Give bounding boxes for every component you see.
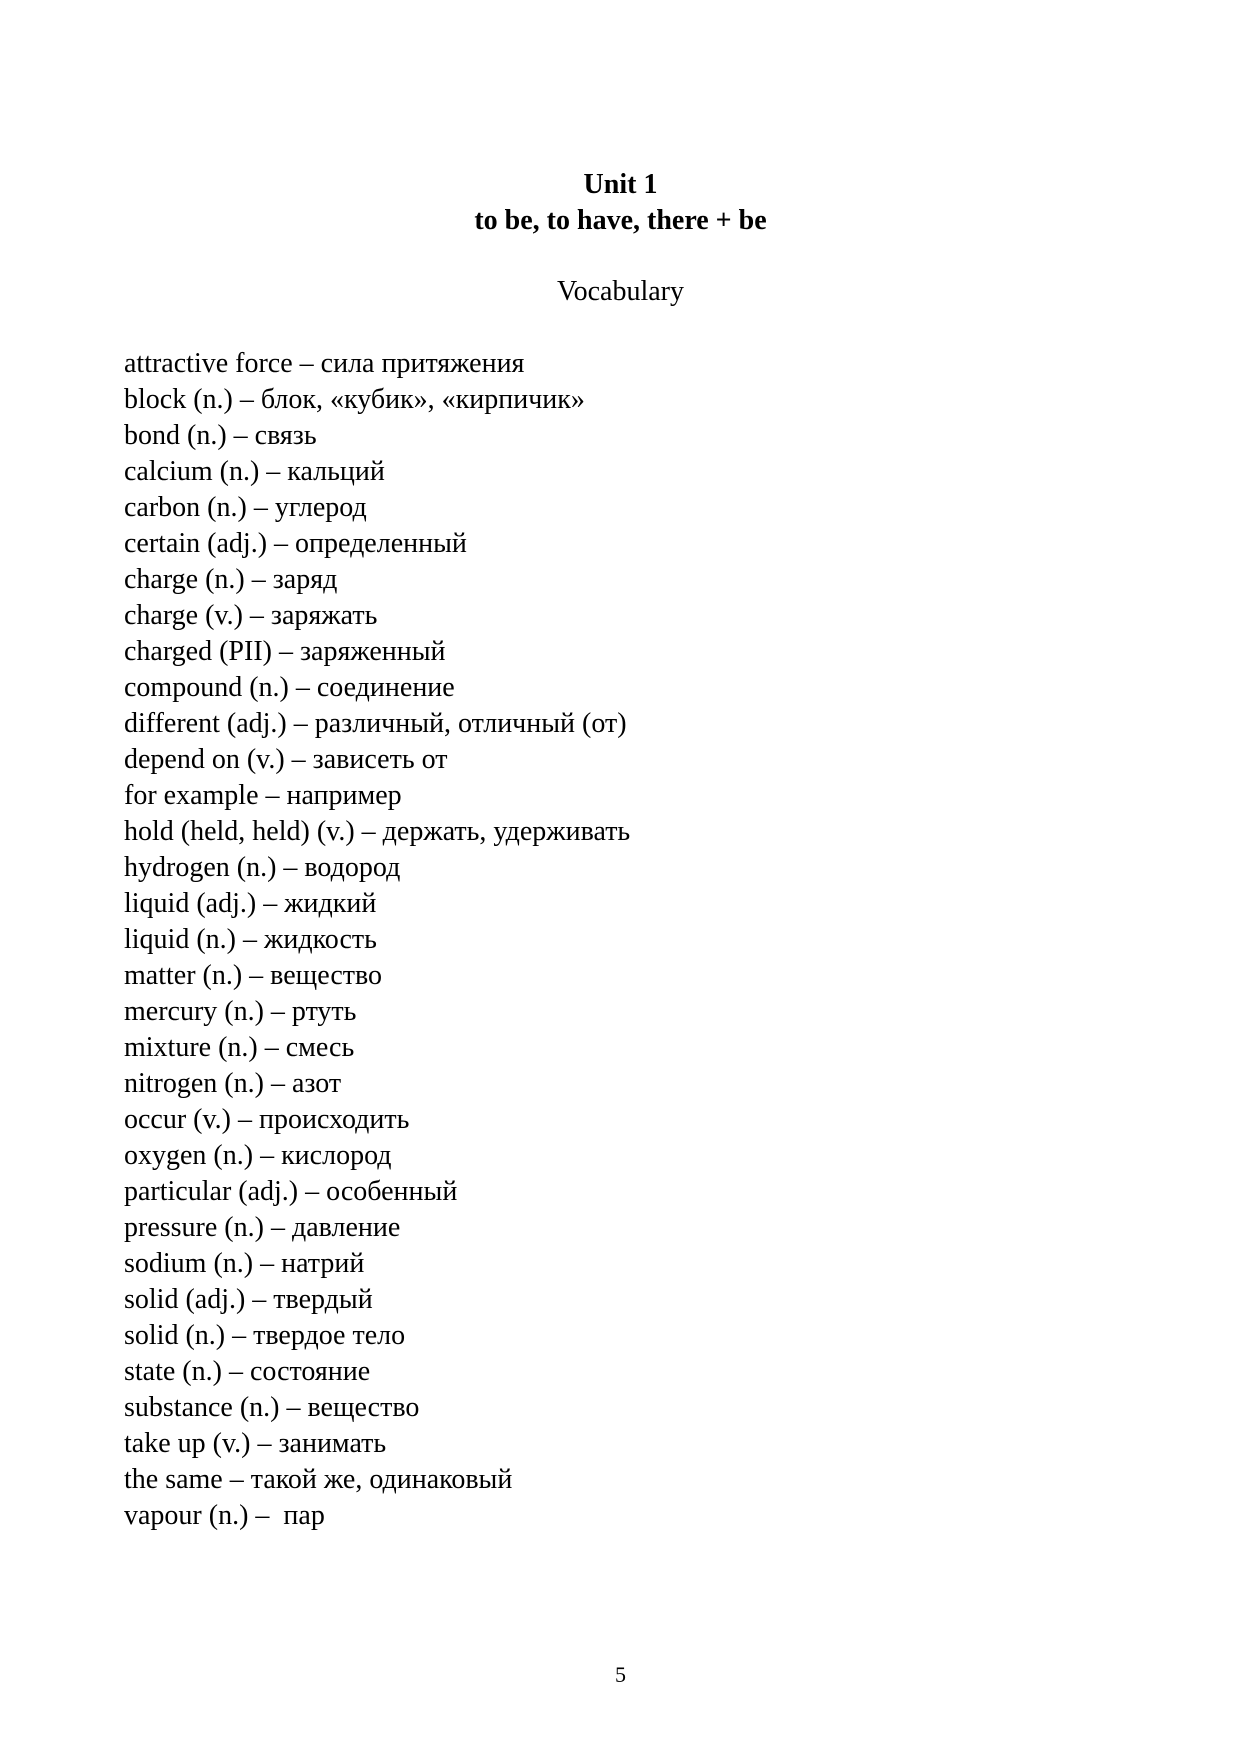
unit-title: Unit 1 <box>583 169 658 200</box>
vocabulary-entry: hold (held, held) (v.) – держать, удерживать <box>124 816 631 847</box>
vocabulary-entry: bond (n.) – связь <box>124 420 317 451</box>
vocabulary-entry: pressure (n.) – давление <box>124 1212 401 1243</box>
vocabulary-entry: take up (v.) – занимать <box>124 1428 387 1459</box>
vocabulary-entry: charge (n.) – заряд <box>124 564 338 595</box>
unit-topic: to be, to have, there + be <box>474 205 767 236</box>
vocabulary-entry: charge (v.) – заряжать <box>124 600 378 631</box>
vocabulary-entry: liquid (adj.) – жидкий <box>124 888 377 919</box>
vocabulary-entry: matter (n.) – вещество <box>124 960 383 991</box>
vocabulary-entry: block (n.) – блок, «кубик», «кирпичик» <box>124 384 585 415</box>
vocabulary-entry: vapour (n.) – пар <box>124 1500 325 1531</box>
vocabulary-entry: liquid (n.) – жидкость <box>124 924 377 955</box>
vocabulary-entry: for example – например <box>124 780 402 811</box>
vocabulary-entry: state (n.) – состояние <box>124 1356 371 1387</box>
vocabulary-entry: charged (PII) – заряженный <box>124 636 446 667</box>
vocabulary-entry: oxygen (n.) – кислород <box>124 1140 392 1171</box>
vocabulary-entry: compound (n.) – соединение <box>124 672 455 703</box>
vocabulary-entry: certain (adj.) – определенный <box>124 528 467 559</box>
vocabulary-entry: occur (v.) – происходить <box>124 1104 410 1135</box>
vocabulary-list <box>124 346 630 1534</box>
vocabulary-entry: substance (n.) – вещество <box>124 1392 420 1423</box>
vocabulary-entry: carbon (n.) – углерод <box>124 492 367 523</box>
vocabulary-entry: solid (adj.) – твердый <box>124 1284 373 1315</box>
vocabulary-entry: calcium (n.) – кальций <box>124 456 385 487</box>
vocabulary-entry: hydrogen (n.) – водород <box>124 852 401 883</box>
vocabulary-entry: nitrogen (n.) – азот <box>124 1068 342 1099</box>
vocabulary-entry: particular (adj.) – особенный <box>124 1176 458 1207</box>
page-number: 5 <box>615 1662 626 1687</box>
vocabulary-entry: different (adj.) – различный, отличный (от) <box>124 708 627 739</box>
vocabulary-entry: mercury (n.) – ртуть <box>124 996 357 1027</box>
section-title: Vocabulary <box>557 276 684 307</box>
vocabulary-entry: the same – такой же, одинаковый <box>124 1464 513 1495</box>
vocabulary-entry: sodium (n.) – натрий <box>124 1248 365 1279</box>
vocabulary-entry: mixture (n.) – смесь <box>124 1032 355 1063</box>
vocabulary-entry: depend on (v.) – зависеть от <box>124 744 448 775</box>
vocabulary-entry: solid (n.) – твердое тело <box>124 1320 406 1351</box>
vocabulary-entry: attractive force – сила притяжения <box>124 348 525 379</box>
